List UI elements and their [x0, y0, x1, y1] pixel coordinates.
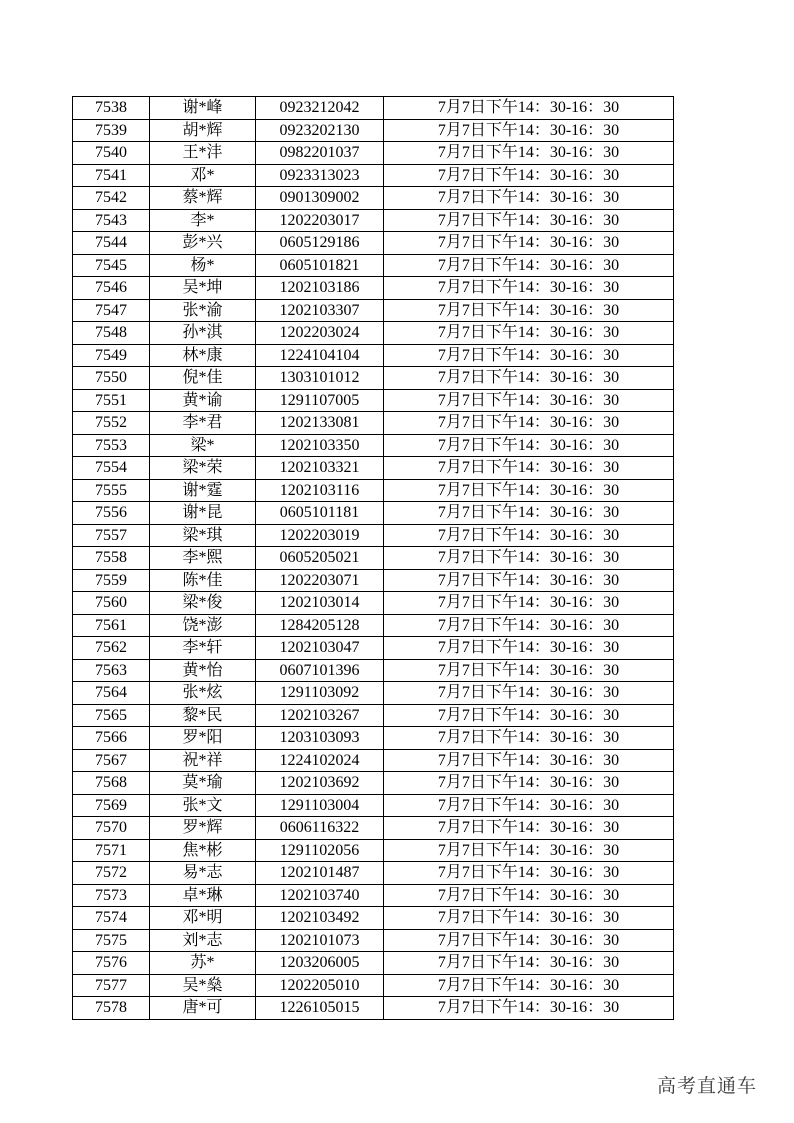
exam-time-cell: 7月7日下午14：30-16：30 — [384, 817, 674, 840]
row-number-cell: 7539 — [73, 119, 150, 142]
table-row — [73, 277, 674, 300]
student-name-cell: 梁*俊 — [150, 592, 256, 615]
exam-time-cell: 7月7日下午14：30-16：30 — [384, 907, 674, 930]
exam-id-cell: 1202101487 — [256, 862, 384, 885]
student-name-cell: 焦*彬 — [150, 839, 256, 862]
exam-id-cell: 1202203019 — [256, 524, 384, 547]
row-number-cell: 7567 — [73, 749, 150, 772]
exam-id-cell: 1291107005 — [256, 389, 384, 412]
student-name-cell: 张*渝 — [150, 299, 256, 322]
exam-id-cell: 1202205010 — [256, 974, 384, 997]
exam-time-cell: 7月7日下午14：30-16：30 — [384, 97, 674, 120]
exam-time-cell: 7月7日下午14：30-16：30 — [384, 254, 674, 277]
exam-id-cell: 1202103492 — [256, 907, 384, 930]
student-name-cell: 杨* — [150, 254, 256, 277]
student-name-cell: 邓* — [150, 164, 256, 187]
exam-id-cell: 1202103014 — [256, 592, 384, 615]
row-number-cell: 7555 — [73, 479, 150, 502]
table-row — [73, 929, 674, 952]
row-number-cell: 7570 — [73, 817, 150, 840]
exam-id-cell: 1303101012 — [256, 367, 384, 390]
student-name-cell: 孙*淇 — [150, 322, 256, 345]
exam-id-cell: 1202103186 — [256, 277, 384, 300]
exam-time-cell: 7月7日下午14：30-16：30 — [384, 772, 674, 795]
exam-time-cell: 7月7日下午14：30-16：30 — [384, 524, 674, 547]
table-row — [73, 907, 674, 930]
row-number-cell: 7553 — [73, 434, 150, 457]
row-number-cell: 7549 — [73, 344, 150, 367]
row-number-cell: 7538 — [73, 97, 150, 120]
exam-time-cell: 7月7日下午14：30-16：30 — [384, 839, 674, 862]
table-row — [73, 164, 674, 187]
row-number-cell: 7544 — [73, 232, 150, 255]
exam-id-cell: 1291102056 — [256, 839, 384, 862]
exam-id-cell: 0605101821 — [256, 254, 384, 277]
row-number-cell: 7541 — [73, 164, 150, 187]
exam-id-cell: 1202103692 — [256, 772, 384, 795]
row-number-cell: 7578 — [73, 997, 150, 1020]
row-number-cell: 7554 — [73, 457, 150, 480]
row-number-cell: 7566 — [73, 727, 150, 750]
exam-time-cell: 7月7日下午14：30-16：30 — [384, 164, 674, 187]
student-name-cell: 祝*祥 — [150, 749, 256, 772]
student-name-cell: 饶*澎 — [150, 614, 256, 637]
exam-time-cell: 7月7日下午14：30-16：30 — [384, 704, 674, 727]
exam-time-cell: 7月7日下午14：30-16：30 — [384, 547, 674, 570]
exam-id-cell: 0605129186 — [256, 232, 384, 255]
exam-time-cell: 7月7日下午14：30-16：30 — [384, 862, 674, 885]
student-name-cell: 李*熙 — [150, 547, 256, 570]
student-name-cell: 彭*兴 — [150, 232, 256, 255]
exam-time-cell: 7月7日下午14：30-16：30 — [384, 884, 674, 907]
student-name-cell: 易*志 — [150, 862, 256, 885]
exam-time-cell: 7月7日下午14：30-16：30 — [384, 929, 674, 952]
exam-id-cell: 0923212042 — [256, 97, 384, 120]
table-row — [73, 592, 674, 615]
row-number-cell: 7548 — [73, 322, 150, 345]
row-number-cell: 7547 — [73, 299, 150, 322]
student-name-cell: 刘*志 — [150, 929, 256, 952]
exam-time-cell: 7月7日下午14：30-16：30 — [384, 479, 674, 502]
exam-time-cell: 7月7日下午14：30-16：30 — [384, 142, 674, 165]
table-row — [73, 142, 674, 165]
exam-id-cell: 0901309002 — [256, 187, 384, 210]
exam-time-cell: 7月7日下午14：30-16：30 — [384, 187, 674, 210]
exam-time-cell: 7月7日下午14：30-16：30 — [384, 637, 674, 660]
table-row — [73, 479, 674, 502]
row-number-cell: 7546 — [73, 277, 150, 300]
exam-id-cell: 1291103004 — [256, 794, 384, 817]
student-name-cell: 谢*昆 — [150, 502, 256, 525]
student-name-cell: 李*君 — [150, 412, 256, 435]
row-number-cell: 7575 — [73, 929, 150, 952]
roster-table — [72, 96, 674, 1020]
row-number-cell: 7560 — [73, 592, 150, 615]
exam-id-cell: 1202133081 — [256, 412, 384, 435]
student-name-cell: 谢*峰 — [150, 97, 256, 120]
table-row — [73, 254, 674, 277]
exam-id-cell: 1202203024 — [256, 322, 384, 345]
exam-time-cell: 7月7日下午14：30-16：30 — [384, 299, 674, 322]
exam-time-cell: 7月7日下午14：30-16：30 — [384, 434, 674, 457]
table-row — [73, 884, 674, 907]
exam-time-cell: 7月7日下午14：30-16：30 — [384, 232, 674, 255]
student-name-cell: 梁*琪 — [150, 524, 256, 547]
table-row — [73, 502, 674, 525]
table-row — [73, 232, 674, 255]
exam-id-cell: 0605101181 — [256, 502, 384, 525]
row-number-cell: 7576 — [73, 952, 150, 975]
student-name-cell: 罗*阳 — [150, 727, 256, 750]
student-name-cell: 梁* — [150, 434, 256, 457]
table-row — [73, 794, 674, 817]
table-row — [73, 389, 674, 412]
student-name-cell: 唐*可 — [150, 997, 256, 1020]
row-number-cell: 7545 — [73, 254, 150, 277]
exam-time-cell: 7月7日下午14：30-16：30 — [384, 997, 674, 1020]
row-number-cell: 7573 — [73, 884, 150, 907]
roster-table-body — [73, 97, 674, 1020]
table-row — [73, 367, 674, 390]
row-number-cell: 7563 — [73, 659, 150, 682]
table-row — [73, 97, 674, 120]
row-number-cell: 7543 — [73, 209, 150, 232]
row-number-cell: 7569 — [73, 794, 150, 817]
row-number-cell: 7550 — [73, 367, 150, 390]
exam-time-cell: 7月7日下午14：30-16：30 — [384, 592, 674, 615]
table-row — [73, 682, 674, 705]
row-number-cell: 7574 — [73, 907, 150, 930]
student-name-cell: 张*炫 — [150, 682, 256, 705]
table-row — [73, 412, 674, 435]
exam-id-cell: 1202203071 — [256, 569, 384, 592]
row-number-cell: 7559 — [73, 569, 150, 592]
exam-id-cell: 0923202130 — [256, 119, 384, 142]
exam-id-cell: 0607101396 — [256, 659, 384, 682]
table-row — [73, 299, 674, 322]
exam-id-cell: 0982201037 — [256, 142, 384, 165]
student-name-cell: 黎*民 — [150, 704, 256, 727]
exam-id-cell: 1224102024 — [256, 749, 384, 772]
exam-time-cell: 7月7日下午14：30-16：30 — [384, 794, 674, 817]
student-name-cell: 林*康 — [150, 344, 256, 367]
row-number-cell: 7571 — [73, 839, 150, 862]
table-row — [73, 727, 674, 750]
row-number-cell: 7568 — [73, 772, 150, 795]
exam-id-cell: 1203206005 — [256, 952, 384, 975]
exam-time-cell: 7月7日下午14：30-16：30 — [384, 412, 674, 435]
student-name-cell: 张*文 — [150, 794, 256, 817]
row-number-cell: 7557 — [73, 524, 150, 547]
student-name-cell: 卓*琳 — [150, 884, 256, 907]
row-number-cell: 7577 — [73, 974, 150, 997]
row-number-cell: 7551 — [73, 389, 150, 412]
exam-time-cell: 7月7日下午14：30-16：30 — [384, 974, 674, 997]
table-row — [73, 997, 674, 1020]
student-name-cell: 陈*佳 — [150, 569, 256, 592]
table-row — [73, 344, 674, 367]
exam-id-cell: 0605205021 — [256, 547, 384, 570]
exam-id-cell: 1202203017 — [256, 209, 384, 232]
exam-id-cell: 1202103321 — [256, 457, 384, 480]
table-row — [73, 119, 674, 142]
row-number-cell: 7542 — [73, 187, 150, 210]
row-number-cell: 7565 — [73, 704, 150, 727]
table-row — [73, 637, 674, 660]
exam-time-cell: 7月7日下午14：30-16：30 — [384, 119, 674, 142]
row-number-cell: 7558 — [73, 547, 150, 570]
exam-id-cell: 1203103093 — [256, 727, 384, 750]
watermark-text: 高考直通车 — [657, 1075, 758, 1097]
table-row — [73, 614, 674, 637]
exam-id-cell: 1202101073 — [256, 929, 384, 952]
table-row — [73, 547, 674, 570]
exam-time-cell: 7月7日下午14：30-16：30 — [384, 389, 674, 412]
table-row — [73, 659, 674, 682]
table-row — [73, 322, 674, 345]
table-row — [73, 862, 674, 885]
exam-id-cell: 1202103350 — [256, 434, 384, 457]
student-name-cell: 李*轩 — [150, 637, 256, 660]
table-row — [73, 209, 674, 232]
student-name-cell: 莫*瑜 — [150, 772, 256, 795]
table-row — [73, 952, 674, 975]
row-number-cell: 7556 — [73, 502, 150, 525]
student-name-cell: 蔡*辉 — [150, 187, 256, 210]
exam-time-cell: 7月7日下午14：30-16：30 — [384, 682, 674, 705]
student-name-cell: 黄*谕 — [150, 389, 256, 412]
exam-id-cell: 1202103740 — [256, 884, 384, 907]
row-number-cell: 7540 — [73, 142, 150, 165]
row-number-cell: 7561 — [73, 614, 150, 637]
table-row — [73, 434, 674, 457]
student-name-cell: 吴*坤 — [150, 277, 256, 300]
student-name-cell: 王*沣 — [150, 142, 256, 165]
exam-id-cell: 1226105015 — [256, 997, 384, 1020]
student-name-cell: 胡*辉 — [150, 119, 256, 142]
student-name-cell: 梁*荣 — [150, 457, 256, 480]
exam-time-cell: 7月7日下午14：30-16：30 — [384, 749, 674, 772]
exam-id-cell: 0606116322 — [256, 817, 384, 840]
exam-time-cell: 7月7日下午14：30-16：30 — [384, 727, 674, 750]
exam-time-cell: 7月7日下午14：30-16：30 — [384, 569, 674, 592]
exam-id-cell: 1202103116 — [256, 479, 384, 502]
exam-time-cell: 7月7日下午14：30-16：30 — [384, 659, 674, 682]
table-row — [73, 457, 674, 480]
exam-id-cell: 1284205128 — [256, 614, 384, 637]
row-number-cell: 7552 — [73, 412, 150, 435]
exam-id-cell: 1202103267 — [256, 704, 384, 727]
table-row — [73, 772, 674, 795]
exam-time-cell: 7月7日下午14：30-16：30 — [384, 952, 674, 975]
row-number-cell: 7564 — [73, 682, 150, 705]
exam-time-cell: 7月7日下午14：30-16：30 — [384, 502, 674, 525]
exam-id-cell: 1291103092 — [256, 682, 384, 705]
exam-time-cell: 7月7日下午14：30-16：30 — [384, 614, 674, 637]
student-name-cell: 李* — [150, 209, 256, 232]
exam-id-cell: 1224104104 — [256, 344, 384, 367]
student-name-cell: 吴*燊 — [150, 974, 256, 997]
student-name-cell: 黄*怡 — [150, 659, 256, 682]
table-row — [73, 704, 674, 727]
exam-id-cell: 1202103047 — [256, 637, 384, 660]
exam-id-cell: 0923313023 — [256, 164, 384, 187]
student-name-cell: 谢*霆 — [150, 479, 256, 502]
row-number-cell: 7562 — [73, 637, 150, 660]
table-row — [73, 839, 674, 862]
student-name-cell: 苏* — [150, 952, 256, 975]
exam-time-cell: 7月7日下午14：30-16：30 — [384, 277, 674, 300]
student-name-cell: 倪*佳 — [150, 367, 256, 390]
exam-time-cell: 7月7日下午14：30-16：30 — [384, 322, 674, 345]
table-row — [73, 749, 674, 772]
table-row — [73, 817, 674, 840]
exam-time-cell: 7月7日下午14：30-16：30 — [384, 209, 674, 232]
exam-time-cell: 7月7日下午14：30-16：30 — [384, 457, 674, 480]
exam-time-cell: 7月7日下午14：30-16：30 — [384, 367, 674, 390]
table-row — [73, 974, 674, 997]
exam-id-cell: 1202103307 — [256, 299, 384, 322]
exam-time-cell: 7月7日下午14：30-16：30 — [384, 344, 674, 367]
table-row — [73, 569, 674, 592]
row-number-cell: 7572 — [73, 862, 150, 885]
table-row — [73, 524, 674, 547]
student-name-cell: 邓*明 — [150, 907, 256, 930]
table-row — [73, 187, 674, 210]
student-name-cell: 罗*辉 — [150, 817, 256, 840]
